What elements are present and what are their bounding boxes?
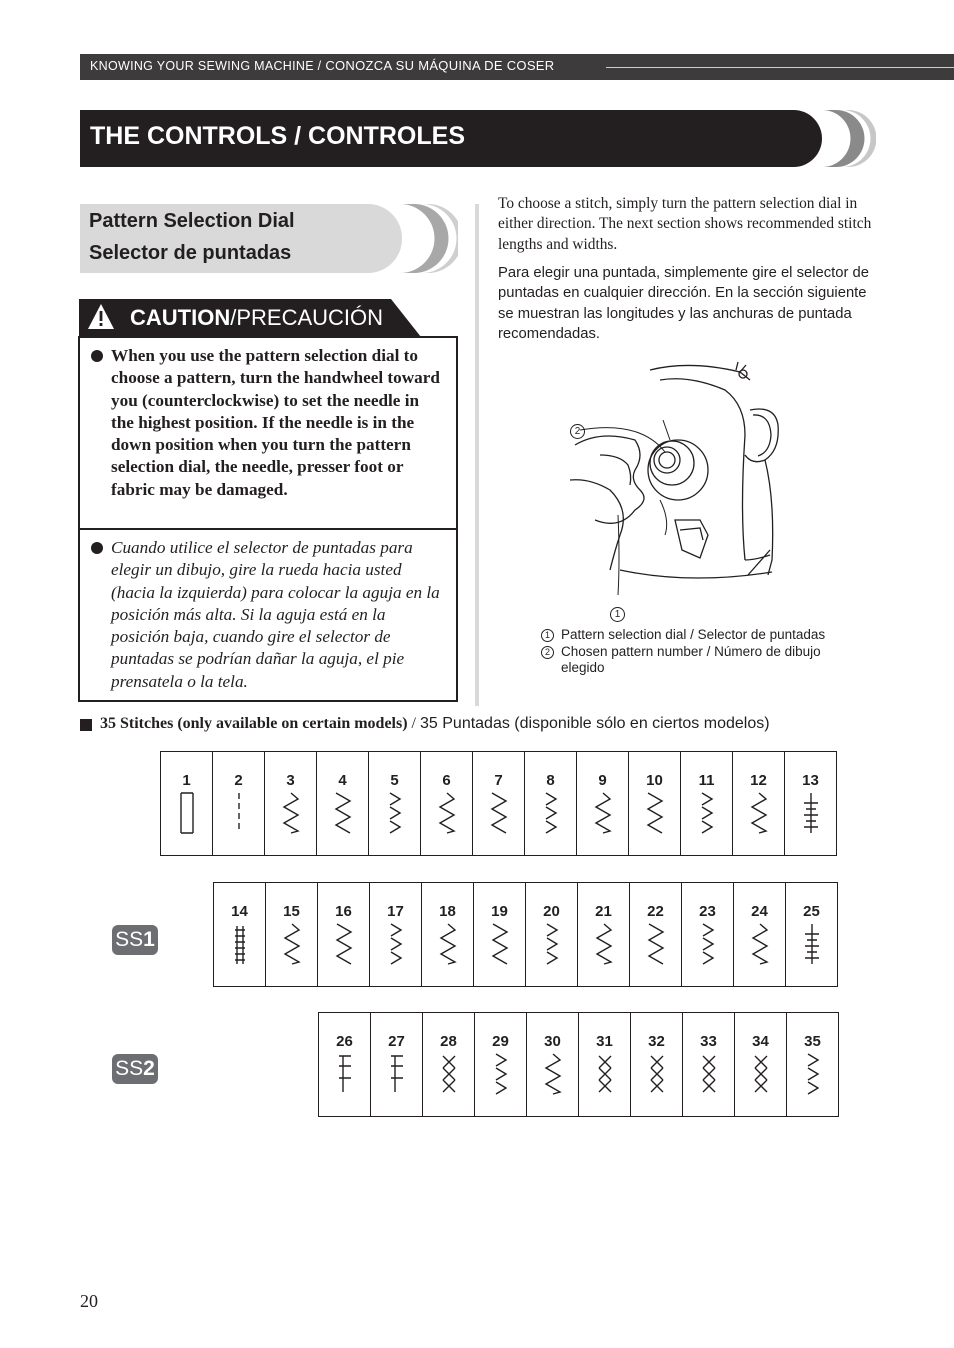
paragraph-es: Para elegir una puntada, simplemente gire el selector de puntadas en cualquier dirección. En la sección siguiente se muestran las longitudes y las anchuras de puntada recomendadas.	[498, 265, 869, 342]
caution-label-en: CAUTION	[130, 305, 231, 330]
stitch-pattern-icon	[333, 791, 353, 835]
stitch-pattern-icon	[750, 922, 770, 966]
stitch-pattern-icon	[542, 922, 562, 966]
stitch-cell	[318, 883, 370, 987]
column-rule	[475, 204, 479, 706]
stitch-cell	[527, 1013, 579, 1117]
callout-2-icon: 2	[570, 424, 585, 439]
stitch-number: 5	[390, 772, 399, 789]
stitch-pattern-icon	[386, 922, 406, 966]
legend-2-icon: 2	[541, 646, 554, 659]
legend-item-2	[561, 644, 851, 676]
legend-2-es: Número de dibujo elegido	[561, 644, 821, 675]
stitch-pattern-icon	[282, 922, 302, 966]
legend-item-1	[561, 627, 825, 643]
stitches-heading-es: 35 Puntadas (disponible sólo en ciertos modelos)	[420, 715, 770, 732]
stitch-cell	[577, 752, 629, 856]
breadcrumb-en: KNOWING YOUR SEWING MACHINE /	[90, 59, 322, 73]
stitch-pattern-icon	[281, 791, 301, 835]
stitch-number: 1	[182, 772, 191, 789]
stitch-cell	[735, 1013, 787, 1117]
stitch-pattern-icon	[541, 791, 561, 835]
stitch-cell	[213, 752, 265, 856]
stitch-pattern-icon	[387, 1052, 407, 1096]
stitch-cell	[214, 883, 266, 987]
page-number: 20	[80, 1291, 98, 1311]
ss1-number: 1	[143, 928, 155, 951]
stitch-number: 18	[439, 903, 456, 920]
stitches-heading-sep: /	[407, 715, 420, 732]
breadcrumb-es: CONOZCA SU MÁQUINA DE COSER	[325, 58, 555, 73]
stitch-pattern-icon	[437, 791, 457, 835]
stitch-number: 20	[543, 903, 560, 920]
caution-divider	[80, 528, 456, 530]
stitch-table-row2	[213, 882, 838, 987]
stitch-pattern-icon	[595, 1052, 615, 1096]
stitch-number: 24	[751, 903, 768, 920]
stitch-pattern-icon	[647, 1052, 667, 1096]
stitch-pattern-icon	[697, 791, 717, 835]
stitch-number: 17	[387, 903, 404, 920]
stitch-cell	[785, 752, 837, 856]
stitch-cell	[579, 1013, 631, 1117]
stitch-pattern-icon	[699, 1052, 719, 1096]
stitch-number: 32	[648, 1033, 665, 1050]
stitch-pattern-icon	[489, 791, 509, 835]
stitch-pattern-icon	[751, 1052, 771, 1096]
stitch-pattern-icon	[491, 1052, 511, 1096]
callout-1-icon: 1	[610, 607, 625, 622]
caution-label-es: /PRECAUCIÓN	[230, 305, 384, 330]
breadcrumb	[90, 58, 554, 73]
stitch-number: 9	[598, 772, 607, 789]
stitch-number: 15	[283, 903, 300, 920]
stitch-number: 14	[231, 903, 248, 920]
paragraph-en: To choose a stitch, simply turn the pattern selection dial in either direction. The next section shows recommended stitch lengths and widths.	[498, 195, 872, 253]
ss1-badge	[112, 925, 158, 955]
stitch-cell	[733, 752, 785, 856]
stitch-cell	[317, 752, 369, 856]
stitch-cell	[787, 1013, 839, 1117]
stitch-pattern-icon	[334, 922, 354, 966]
stitch-cell	[370, 883, 422, 987]
stitch-table-row3	[318, 1012, 839, 1117]
stitch-pattern-icon	[803, 1052, 823, 1096]
stitch-cell	[631, 1013, 683, 1117]
stitch-cell	[422, 883, 474, 987]
stitch-cell	[578, 883, 630, 987]
stitch-cell	[525, 752, 577, 856]
legend-1-en: Pattern selection dial /	[561, 627, 694, 642]
stitch-number: 19	[491, 903, 508, 920]
legend-2-en: Chosen pattern number /	[561, 644, 711, 659]
stitch-number: 8	[546, 772, 555, 789]
stitch-pattern-icon	[645, 791, 665, 835]
bullet-icon	[91, 542, 103, 554]
stitch-pattern-icon	[335, 1052, 355, 1096]
stitch-number: 28	[440, 1033, 457, 1050]
stitch-number: 33	[700, 1033, 717, 1050]
stitch-table-row1	[160, 751, 837, 856]
stitch-pattern-icon	[229, 791, 249, 835]
sewing-machine-dial-illustration	[540, 360, 840, 620]
stitch-number: 22	[647, 903, 664, 920]
caution-text-en: When you use the pattern selection dial to choose a pattern, turn the handwheel toward you (counterclockwise) to set the needle in the highest position. If the needle is in the down position when you turn the pattern selection dial, the needle, presser foot or fabric may be damaged.	[111, 346, 440, 499]
stitch-number: 23	[699, 903, 716, 920]
stitch-cell	[681, 752, 733, 856]
stitch-cell	[474, 883, 526, 987]
stitch-pattern-icon	[698, 922, 718, 966]
stitch-cell	[423, 1013, 475, 1117]
section-heading-es: Selector de puntadas	[89, 242, 292, 264]
ss1-prefix: SS	[115, 928, 144, 951]
stitch-number: 25	[803, 903, 820, 920]
stitch-cell	[630, 883, 682, 987]
stitch-pattern-icon	[230, 922, 250, 966]
stitch-cell	[786, 883, 838, 987]
header-rule	[606, 67, 954, 68]
stitch-number: 12	[750, 772, 767, 789]
stitch-cell	[319, 1013, 371, 1117]
stitch-cell	[161, 752, 213, 856]
stitch-pattern-icon	[801, 791, 821, 835]
stitch-number: 31	[596, 1033, 613, 1050]
stitch-cell	[265, 752, 317, 856]
stitch-pattern-icon	[594, 922, 614, 966]
stitch-number: 30	[544, 1033, 561, 1050]
stitch-cell	[475, 1013, 527, 1117]
stitch-pattern-icon	[438, 922, 458, 966]
stitch-pattern-icon	[439, 1052, 459, 1096]
stitch-number: 27	[388, 1033, 405, 1050]
stitch-cell	[682, 883, 734, 987]
stitch-pattern-icon	[593, 791, 613, 835]
stitch-pattern-icon	[177, 791, 197, 835]
stitch-cell	[629, 752, 681, 856]
stitch-number: 6	[442, 772, 451, 789]
stitch-number: 10	[646, 772, 663, 789]
stitch-number: 26	[336, 1033, 353, 1050]
stitch-number: 21	[595, 903, 612, 920]
stitch-cell	[371, 1013, 423, 1117]
stitch-number: 35	[804, 1033, 821, 1050]
page-title: THE CONTROLS / CONTROLES	[90, 122, 465, 150]
legend-1-es: Selector de puntadas	[697, 627, 826, 642]
stitch-cell	[734, 883, 786, 987]
square-bullet-icon	[80, 719, 92, 731]
stitches-heading-en: 35 Stitches (only available on certain models)	[100, 715, 408, 732]
stitch-number: 11	[698, 772, 715, 789]
stitch-cell	[421, 752, 473, 856]
stitch-pattern-icon	[490, 922, 510, 966]
title-decoration-icon	[822, 110, 876, 167]
stitch-number: 16	[335, 903, 352, 920]
stitch-number: 2	[234, 772, 243, 789]
caution-text-es: Cuando utilice el selector de puntadas para elegir un dibujo, gire la rueda hacia usted (hacia la izquierda) para colocar la aguja en la posición más alta. Si la aguja está en la posición baja, cuando gire el selector de puntadas se podrían dañar la aguja, el pie prensatela o la tela.	[111, 538, 440, 691]
stitch-number: 29	[492, 1033, 509, 1050]
caution-label	[130, 305, 383, 331]
stitch-number: 13	[802, 772, 819, 789]
stitch-pattern-icon	[543, 1052, 563, 1096]
stitch-pattern-icon	[802, 922, 822, 966]
ss2-badge	[112, 1054, 158, 1084]
stitch-cell	[369, 752, 421, 856]
stitch-pattern-icon	[646, 922, 666, 966]
section-decoration-icon	[396, 204, 458, 273]
stitch-pattern-icon	[749, 791, 769, 835]
stitch-number: 4	[338, 772, 347, 789]
stitch-number: 7	[494, 772, 503, 789]
stitch-pattern-icon	[385, 791, 405, 835]
legend-1-icon: 1	[541, 629, 554, 642]
stitch-cell	[266, 883, 318, 987]
stitch-cell	[473, 752, 525, 856]
section-heading-en: Pattern Selection Dial	[89, 210, 295, 232]
stitch-number: 34	[752, 1033, 769, 1050]
stitch-cell	[526, 883, 578, 987]
ss2-number: 2	[143, 1057, 155, 1080]
stitches-heading	[100, 715, 770, 733]
stitch-number: 3	[286, 772, 295, 789]
bullet-icon	[91, 350, 103, 362]
stitch-cell	[683, 1013, 735, 1117]
ss2-prefix: SS	[115, 1057, 144, 1080]
